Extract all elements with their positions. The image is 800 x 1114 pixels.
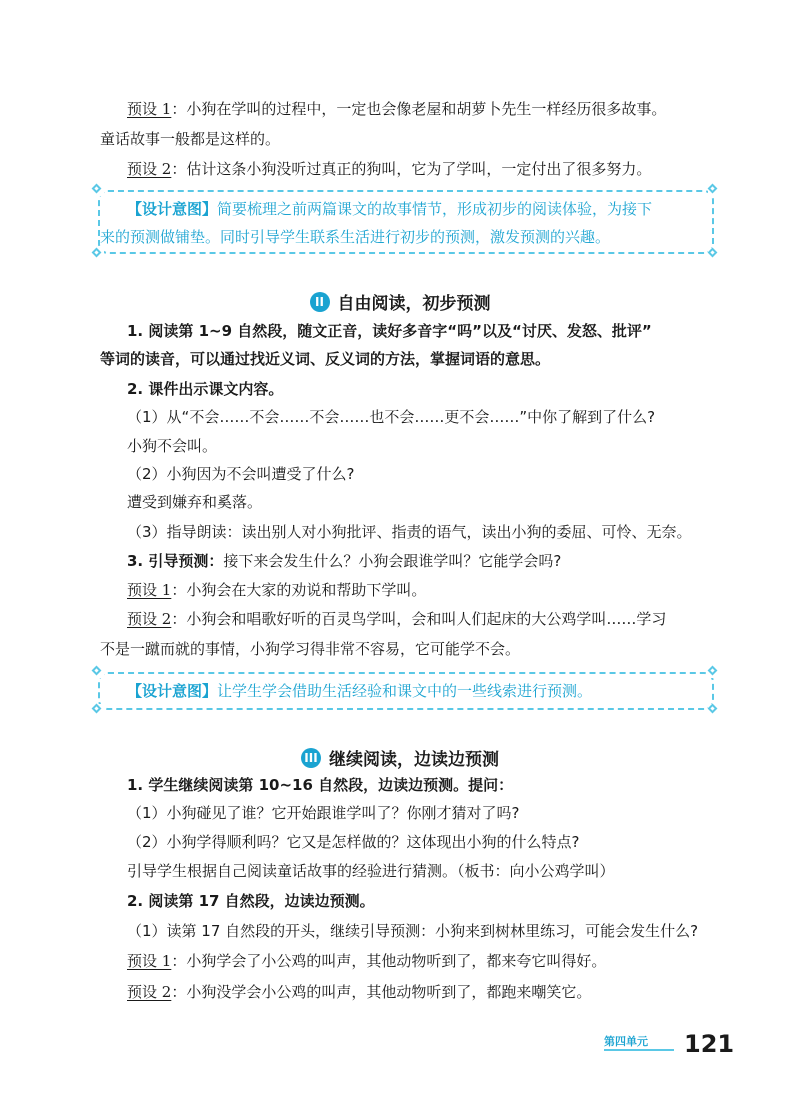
corner-ornament [708,184,720,196]
corner-ornament [708,248,720,260]
preset-label: 预设 1 [127,100,172,118]
preset-label: 预设 2 [127,160,172,178]
page-number: 121 [684,1030,735,1058]
corner-ornament [92,666,104,678]
preset-2-line [127,982,591,1002]
preset-label: 预设 2 [127,983,172,1001]
question-line: （1）从“不会……不会……不会……也不会……更不会……”中你了解到了什么? [127,408,656,426]
guide-label: 3. 引导预测： [127,552,224,570]
text-line: 童话故事一般都是这样的。 [100,130,281,148]
unit-label: 第四单元 [604,1035,648,1048]
question-line: （1）小狗碰见了谁？它开始跟谁学叫了？你刚才猜对了吗? [127,804,520,822]
section-title: 自由阅读，初步预测 [337,294,491,314]
paragraph-line: 2. 课件出示课文内容。 [127,380,284,398]
guide-text: 接下来会发生什么？小狗会跟谁学叫？它能学会吗? [223,552,562,570]
preset-2-line [127,159,651,179]
preset-text: ：小狗会在大家的劝说和帮助下学叫。 [171,581,427,599]
section-numeral-badge: II [310,292,330,312]
preset-label: 预设 1 [127,952,172,970]
corner-ornament [708,666,720,678]
answer-line: 小狗不会叫。 [127,437,218,455]
preset-text: ：小狗在学叫的过程中，一定也会像老屋和胡萝卜先生一样经历很多故事。 [171,100,667,118]
question-line: （2）小狗因为不会叫遭受了什么? [127,465,355,483]
paragraph-line: 2. 阅读第 17 自然段，边读边预测。 [127,892,375,910]
corner-ornament [708,704,720,716]
preset-text: ：小狗会和唱歌好听的百灵鸟学叫，会和叫人们起床的大公鸡学叫……学习 [171,610,667,628]
design-intent-text: 简要梳理之前两篇课文的故事情节，形成初步的阅读体验，为接下 [217,200,653,218]
guide-prediction-line [127,551,561,571]
design-intent-line [127,681,592,701]
design-intent-tag: 【设计意图】 [127,682,218,700]
preset-1-line [127,951,606,971]
text-line: 不是一蹴而就的事情，小狗学习得非常不容易，它可能学不会。 [100,640,521,658]
preset-2-line [127,609,666,629]
preset-text: ：估计这条小狗没听过真正的狗叫，它为了学叫，一定付出了很多努力。 [171,160,652,178]
question-line: （1）读第 17 自然段的开头，继续引导预测：小狗来到树林里练习，可能会发生什么? [127,922,699,940]
question-line: （3）指导朗读：读出别人对小狗批评、指责的语气，读出小狗的委屈、可怜、无奈。 [127,523,692,541]
section-heading [0,289,800,314]
section-title: 继续阅读，边读边预测 [329,750,499,770]
preset-text: ：小狗学会了小公鸡的叫声，其他动物听到了，都来夸它叫得好。 [171,952,607,970]
paragraph-line: 1. 学生继续阅读第 10~16 自然段，边读边预测。提问： [127,776,514,794]
design-intent-line [127,199,652,219]
section-numeral-badge: III [301,748,321,768]
corner-ornament [92,184,104,196]
corner-ornament [92,704,104,716]
guide-line: 引导学生根据自己阅读童话故事的经验进行猜测。（板书：向小公鸡学叫） [127,862,615,880]
footer-divider [604,1049,674,1051]
design-intent-tag: 【设计意图】 [127,200,218,218]
answer-line: 遭受到嫌弃和奚落。 [127,493,263,511]
preset-label: 预设 1 [127,581,172,599]
preset-1-line [127,99,666,119]
section-heading [0,745,800,770]
preset-text: ：小狗没学会小公鸡的叫声，其他动物听到了，都跑来嘲笑它。 [171,983,592,1001]
paragraph-line: 1. 阅读第 1~9 自然段，随文正音，读好多音字“吗”以及“讨厌、发怒、批评” [127,322,652,340]
paragraph-line: 等词的读音，可以通过找近义词、反义词的方法，掌握词语的意思。 [100,350,551,368]
design-intent-text: 让学生学会借助生活经验和课文中的一些线索进行预测。 [217,682,593,700]
question-line: （2）小狗学得顺利吗？它又是怎样做的？这体现出小狗的什么特点? [127,833,580,851]
design-intent-line: 来的预测做铺垫。同时引导学生联系生活进行初步的预测，激发预测的兴趣。 [100,228,611,246]
corner-ornament [92,248,104,260]
preset-1-line [127,580,426,600]
preset-label: 预设 2 [127,610,172,628]
